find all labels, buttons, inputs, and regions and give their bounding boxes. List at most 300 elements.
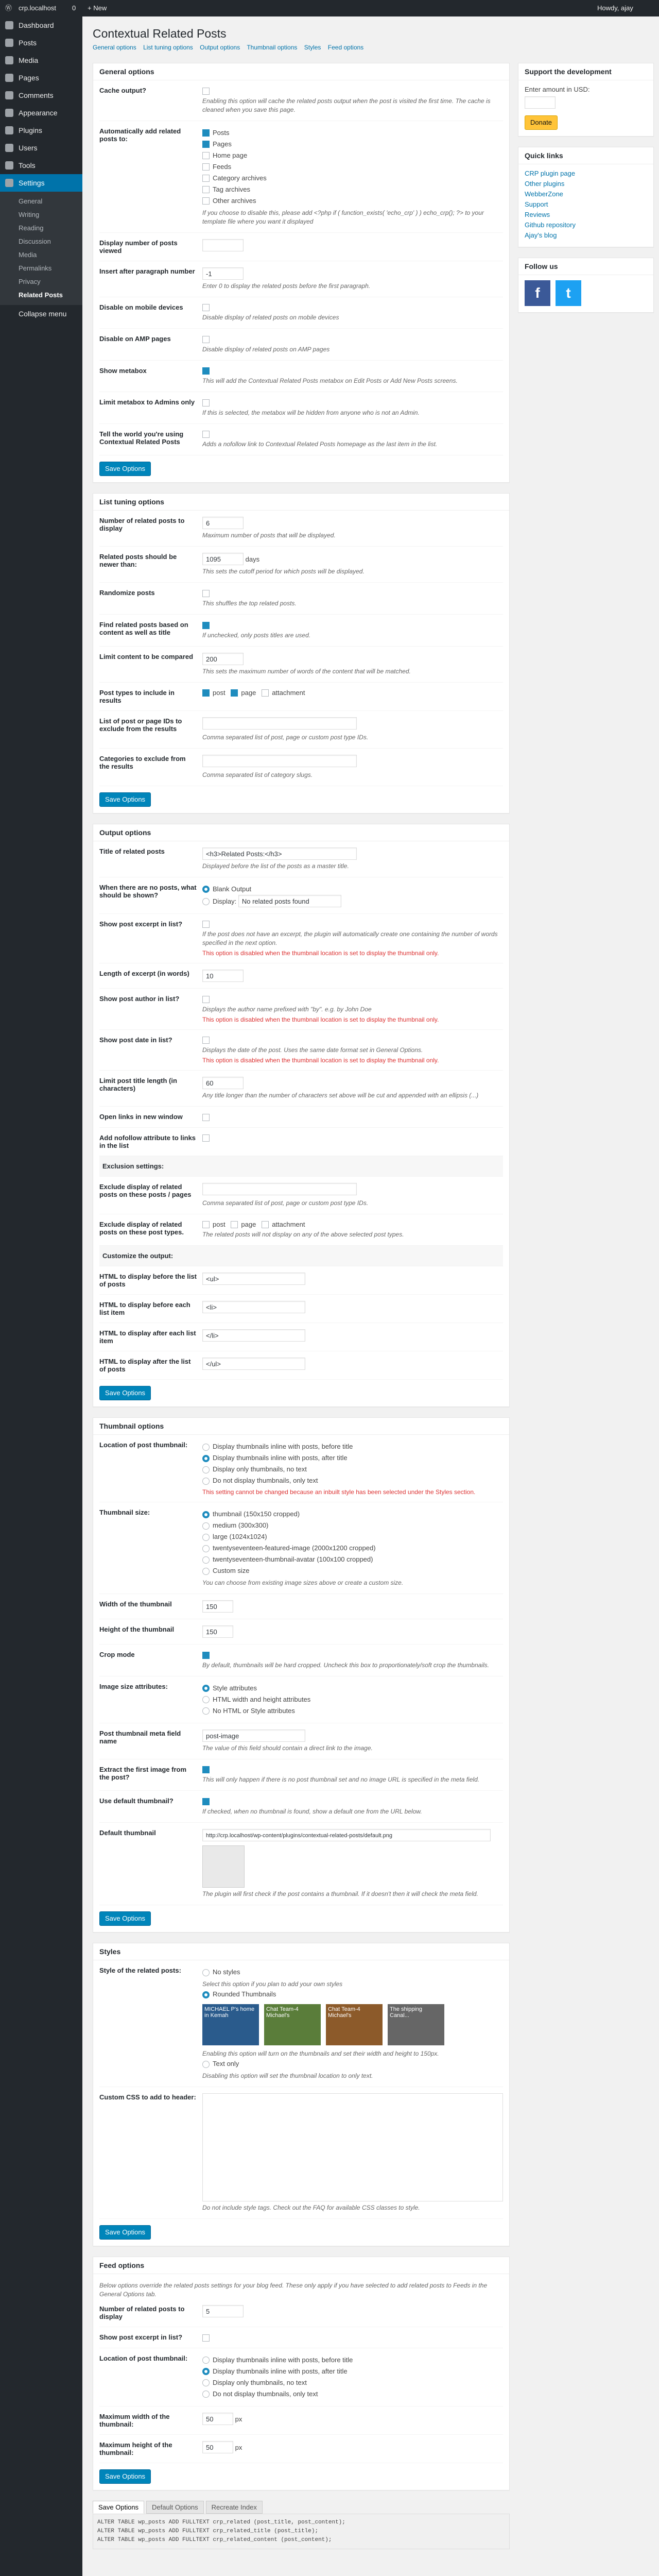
feed-num-input[interactable]: 5 — [202, 2305, 244, 2317]
nav-tuning[interactable]: List tuning options — [143, 44, 193, 51]
type-attachment-label: attachment — [272, 688, 305, 697]
submenu-item[interactable]: General — [19, 197, 43, 205]
add-to-checkbox[interactable] — [202, 129, 210, 137]
menu-item-media[interactable] — [0, 52, 82, 69]
feed-width-suffix: px — [235, 2415, 242, 2423]
tools-icon — [5, 161, 13, 170]
excl-type-page-checkbox[interactable] — [231, 1221, 238, 1228]
preview-thumb: MICHAEL P's home in Kemah — [202, 2004, 259, 2045]
menu-item-label: Settings — [19, 179, 45, 187]
add-to-option-label: Home page — [213, 151, 248, 159]
admin-menu — [0, 16, 82, 2576]
feed-height-input[interactable]: 50 — [202, 2441, 233, 2453]
num-posts-desc: Maximum number of posts that will be displayed. — [202, 532, 336, 539]
exclude-on-types-desc: The related posts will not display on any of the above selected post types. — [202, 1231, 404, 1239]
insert-after-label: Insert after paragraph number — [99, 267, 195, 275]
thumb-size-label: Thumbnail size: — [99, 1509, 150, 1517]
post-types-label: Post types to include in results — [99, 688, 175, 704]
randomize-desc: This shuffles the top related posts. — [202, 599, 297, 607]
quick-link[interactable]: Github repository — [525, 221, 576, 229]
scan-image-desc: This will only happen if there is no post thumbnail set and no image URL is specified in the meta field. — [202, 1776, 480, 1784]
add-to-checkbox[interactable] — [202, 197, 210, 205]
menu-item-settings[interactable] — [0, 174, 82, 192]
size-featured-label: twentyseventeen-featured-image (2000x1200 cropped) — [213, 1544, 376, 1552]
feed-loc-after-radio[interactable] — [202, 2368, 210, 2375]
preview-thumb: The shipping Canal... — [388, 2004, 444, 2045]
rp-title-label: Title of related posts — [99, 847, 165, 855]
customize-heading: Customize the output: — [102, 1252, 174, 1260]
nav-general[interactable]: General options — [93, 44, 136, 51]
match-content-desc: If unchecked, only posts titles are used. — [202, 631, 311, 639]
limit-content-input[interactable]: 200 — [202, 653, 244, 665]
add-to-option — [202, 127, 503, 139]
blank-output-radio[interactable] — [202, 886, 210, 893]
loc-after-radio[interactable] — [202, 1455, 210, 1462]
disable-mobile-checkbox[interactable] — [202, 304, 210, 311]
limit-content-label: Limit content to be compared — [99, 652, 194, 660]
media-icon — [5, 56, 13, 64]
menu-item-appearance[interactable] — [0, 104, 82, 122]
support-title: Support the development — [518, 63, 653, 80]
admin-only-desc: If this is selected, the metabox will be hidden from anyone who is not an Admin. — [202, 409, 420, 416]
tuning-options-title: List tuning options — [93, 494, 509, 511]
rp-title-desc: Displayed before the list of the posts as a master title. — [202, 862, 349, 870]
exclude-on-posts-label: Exclude display of related posts on these posts / pages — [99, 1182, 192, 1198]
menu-item-comments[interactable] — [0, 87, 82, 104]
add-to-checkbox[interactable] — [202, 163, 210, 171]
donate-button[interactable]: Donate — [525, 115, 558, 130]
sql-line: ALTER TABLE wp_posts ADD FULLTEXT crp_related (post_title, post_content); — [97, 2519, 345, 2526]
save-output-button[interactable]: Save Options — [99, 1386, 151, 1400]
output-options-title: Output options — [93, 824, 509, 841]
excl-type-attachment-label: attachment — [272, 1220, 305, 1228]
submenu-item[interactable]: Media — [19, 251, 37, 259]
quick-link[interactable]: Reviews — [525, 211, 550, 218]
thumb-width-input[interactable]: 150 — [202, 1600, 233, 1613]
title-length-label: Limit post title length (in characters) — [99, 1077, 177, 1093]
add-to-option-label: Pages — [213, 140, 232, 148]
add-to-options — [202, 127, 503, 226]
page-title: Contextual Related Posts — [93, 27, 227, 40]
scan-image-label: Extract the first image from the post? — [99, 1765, 187, 1781]
nav-feed[interactable]: Feed options — [327, 44, 364, 51]
cache-label: Cache output? — [99, 87, 146, 94]
disable-mobile-desc: Disable display of related posts on mobile devices — [202, 314, 339, 321]
custom-css-desc: Do not include style tags. Check out the FAQ for available CSS classes to style. — [202, 2204, 420, 2211]
loc-text-only-label: Do not display thumbnails, only text — [213, 1477, 318, 1485]
menu-item-plugins[interactable] — [0, 122, 82, 139]
loc-text-only-radio[interactable] — [202, 1478, 210, 1485]
show-date-label: Show post date in list? — [99, 1036, 172, 1044]
after-list-input[interactable]: </ul> — [202, 1358, 305, 1370]
menu-item-label: Posts — [19, 39, 37, 47]
settings-icon — [5, 179, 13, 187]
rp-title-input[interactable]: <h3>Related Posts:</h3> — [202, 848, 357, 860]
blank-output-label: Blank Output — [213, 885, 252, 893]
disable-amp-checkbox[interactable] — [202, 336, 210, 343]
thumb-size-desc: You can choose from existing image sizes above or create a custom size. — [202, 1579, 404, 1587]
menu-item-posts[interactable] — [0, 34, 82, 52]
scan-image-checkbox[interactable] — [202, 1766, 210, 1773]
feed-loc-text-label: Do not display thumbnails, only text — [213, 2389, 318, 2398]
loc-before-radio[interactable] — [202, 1444, 210, 1451]
crop-mode-desc: By default, thumbnails will be hard cropped. Uncheck this box to proportionately/soft crop the thumbnails. — [202, 1661, 489, 1669]
limit-content-desc: This sets the maximum number of words of the content that will be matched. — [202, 667, 411, 675]
admin-bar — [0, 0, 659, 16]
feed-options-box — [93, 2257, 510, 2490]
cache-desc: Enabling this option will cache the related posts output when the post is visited the first time. The cache is cleaned when you save this page. — [202, 97, 491, 113]
randomize-checkbox[interactable] — [202, 590, 210, 597]
match-content-label: Find related posts based on content as well as title — [99, 620, 188, 636]
style-none-radio[interactable] — [202, 1969, 210, 1976]
submenu-item[interactable]: Writing — [19, 211, 40, 218]
size-thumbnail-radio[interactable] — [202, 1511, 210, 1518]
quick-link[interactable]: Ajay's blog — [525, 231, 557, 239]
attr-none-label: No HTML or Style attributes — [213, 1706, 295, 1715]
users-icon — [5, 144, 13, 152]
wordpress-logo-icon[interactable]: Ⓦ — [5, 4, 12, 12]
new-content-link[interactable]: + New — [88, 4, 107, 12]
add-to-option-label: Feeds — [213, 162, 232, 171]
feed-loc-after-label: Display thumbnails inline with posts, after title — [213, 2367, 348, 2375]
submenu-item[interactable]: Permalinks — [19, 264, 52, 272]
quick-link[interactable]: Other plugins — [525, 180, 565, 188]
default-options-button[interactable]: Default Options — [146, 2501, 204, 2514]
sql-line: ALTER TABLE wp_posts ADD FULLTEXT crp_related_title (post_title); — [97, 2528, 319, 2534]
style-text-desc: Disabling this option will set the thumbnail location to only text. — [202, 2072, 373, 2079]
days-desc: This sets the cutoff period for which posts will be displayed. — [202, 568, 365, 575]
show-author-checkbox[interactable] — [202, 996, 210, 1003]
feed-loc-label: Location of post thumbnail: — [99, 2354, 188, 2362]
section-nav — [93, 44, 654, 51]
preview-thumb: Chat Team-4 Michael's — [326, 2004, 383, 2045]
type-attachment-checkbox[interactable] — [262, 689, 269, 697]
size-avatar-radio[interactable] — [202, 1556, 210, 1564]
admin-only-checkbox[interactable] — [202, 399, 210, 406]
show-excerpt-desc: If the post does not have an excerpt, the plugin will automatically create one containing the number of words specified in the next option. — [202, 930, 498, 947]
crop-mode-checkbox[interactable] — [202, 1652, 210, 1659]
thumb-location-warning: This setting cannot be changed because an inbuilt style has been selected under the Styles section. — [202, 1488, 476, 1496]
add-to-option — [202, 139, 503, 150]
nav-thumbnail[interactable]: Thumbnail options — [247, 44, 298, 51]
recreate-index-button[interactable]: Recreate Index — [206, 2501, 263, 2514]
styles-box — [93, 1943, 510, 2246]
add-to-option-label: Other archives — [213, 196, 256, 205]
loc-thumbs-only-label: Display only thumbnails, no text — [213, 1465, 307, 1473]
default-url-desc: The plugin will first check if the post contains a thumbnail. If it doesn't then it will check the meta field. — [202, 1890, 478, 1897]
meta-field-input[interactable]: post-image — [202, 1730, 305, 1742]
attr-style-radio[interactable] — [202, 1685, 210, 1692]
tuning-options-box — [93, 493, 510, 813]
size-large-radio[interactable] — [202, 1534, 210, 1541]
default-url-label: Default thumbnail — [99, 1829, 156, 1837]
appearance-icon — [5, 109, 13, 117]
nav-styles[interactable]: Styles — [304, 44, 321, 51]
donate-amount-label: Enter amount in USD: — [525, 86, 590, 93]
exclude-ids-label: List of post or page IDs to exclude from the results — [99, 717, 182, 733]
add-to-option — [202, 150, 503, 161]
loc-after-label: Display thumbnails inline with posts, after title — [213, 1454, 348, 1462]
output-options-box — [93, 824, 510, 1408]
show-excerpt-checkbox[interactable] — [202, 921, 210, 928]
feed-width-input[interactable]: 50 — [202, 2413, 233, 2425]
type-page-checkbox[interactable] — [231, 689, 238, 697]
display-number-label: Display number of posts viewed — [99, 239, 178, 255]
type-post-label: post — [213, 688, 226, 697]
menu-item-dashboard[interactable] — [0, 16, 82, 34]
dashboard-icon — [5, 21, 13, 29]
save-general-button[interactable]: Save Options — [99, 462, 151, 476]
menu-item-label: Plugins — [19, 126, 42, 134]
feed-intro: Below options override the related posts settings for your blog feed. These only apply if you have selected to add related posts to Feeds in the General Options tab. — [99, 2282, 488, 2298]
before-item-label: HTML to display before each list item — [99, 1301, 190, 1317]
attr-none-radio[interactable] — [202, 1707, 210, 1715]
excl-type-attachment-checkbox[interactable] — [262, 1221, 269, 1228]
style-rounded-radio[interactable] — [202, 1991, 210, 1998]
credit-desc: Adds a nofollow link to Contextual Related Posts homepage as the last item in the list. — [202, 440, 438, 448]
show-date-warning: This option is disabled when the thumbnail location is set to display the thumbnail only. — [202, 1057, 439, 1064]
style-rounded-desc: Enabling this option will turn on the thumbnails and set their width and height to 150px. — [202, 2050, 439, 2057]
add-to-checkbox[interactable] — [202, 186, 210, 193]
attr-style-label: Style attributes — [213, 1684, 257, 1692]
loc-thumbs-only-radio[interactable] — [202, 1466, 210, 1473]
after-item-label: HTML to display after each list item — [99, 1329, 196, 1345]
exclusion-heading: Exclusion settings: — [102, 1162, 164, 1170]
insert-after-desc: Enter 0 to display the related posts before the first paragraph. — [202, 282, 371, 290]
nofollow-checkbox[interactable] — [202, 1134, 210, 1142]
default-thumb-checkbox[interactable] — [202, 1798, 210, 1805]
feed-height-suffix: px — [235, 2443, 242, 2451]
after-item-input[interactable]: </li> — [202, 1329, 305, 1342]
new-window-label: Open links in new window — [99, 1113, 183, 1121]
follow-box — [518, 258, 654, 313]
default-thumb-preview — [202, 1845, 245, 1888]
excl-type-post-checkbox[interactable] — [202, 1221, 210, 1228]
size-featured-radio[interactable] — [202, 1545, 210, 1552]
save-feed-button[interactable]: Save Options — [99, 2469, 151, 2484]
preview-thumb: Chat Team-4 Michael's — [264, 2004, 321, 2045]
feed-loc-thumbs-radio[interactable] — [202, 2379, 210, 2386]
save-tuning-button[interactable]: Save Options — [99, 792, 151, 807]
menu-item-tools[interactable] — [0, 157, 82, 174]
menu-item-pages[interactable] — [0, 69, 82, 87]
credit-checkbox[interactable] — [202, 431, 210, 438]
style-text-radio[interactable] — [202, 2061, 210, 2068]
exclude-on-posts-input[interactable] — [202, 1183, 357, 1195]
credit-label: Tell the world you're using Contextual Related Posts — [99, 430, 184, 446]
add-to-option-label: Tag archives — [213, 185, 250, 193]
after-list-label: HTML to display after the list of posts — [99, 1358, 191, 1374]
submenu-item[interactable]: Privacy — [19, 278, 41, 285]
excerpt-length-input[interactable]: 10 — [202, 970, 244, 982]
add-to-option-label: Posts — [213, 128, 230, 137]
loc-before-label: Display thumbnails inline with posts, before title — [213, 1443, 353, 1451]
menu-item-users[interactable] — [0, 139, 82, 157]
add-to-checkbox[interactable] — [202, 152, 210, 159]
days-suffix: days — [245, 555, 260, 564]
style-none-label: No styles — [213, 1968, 240, 1976]
thumbnail-options-box — [93, 1417, 510, 1933]
show-date-checkbox[interactable] — [202, 1037, 210, 1044]
menu-item-label: Dashboard — [19, 21, 54, 29]
show-metabox-label: Show metabox — [99, 366, 147, 375]
randomize-label: Randomize posts — [99, 589, 155, 597]
nav-output[interactable]: Output options — [200, 44, 240, 51]
feed-num-label: Number of related posts to display — [99, 2305, 185, 2320]
show-date-desc: Displays the date of the post. Uses the same date format set in General Options. — [202, 1046, 423, 1054]
bottom-save-button[interactable]: Save Options — [93, 2501, 144, 2514]
twitter-icon[interactable]: t — [556, 280, 581, 306]
attr-html-label: HTML width and height attributes — [213, 1695, 311, 1703]
nofollow-label: Add nofollow attribute to links in the list — [99, 1133, 196, 1149]
support-box — [518, 63, 654, 137]
plugins-icon — [5, 126, 13, 134]
comments-count[interactable]: 0 — [72, 4, 76, 12]
display-number-input[interactable] — [202, 239, 244, 251]
follow-title: Follow us — [518, 258, 653, 275]
bottom-actions — [93, 2501, 510, 2549]
posts-icon — [5, 39, 13, 47]
quick-link[interactable]: CRP plugin page — [525, 170, 576, 177]
show-author-desc: Displays the author name prefixed with "by". e.g. by John Doe — [202, 1005, 372, 1013]
wrap — [93, 22, 654, 2543]
num-posts-input[interactable]: 6 — [202, 517, 244, 529]
style-rounded-label: Rounded Thumbnails — [213, 1990, 276, 1998]
add-to-label: Automatically add related posts to: — [99, 127, 181, 143]
feed-height-label: Maximum height of the thumbnail: — [99, 2441, 172, 2456]
new-window-checkbox[interactable] — [202, 1114, 210, 1121]
feed-loc-before-radio[interactable] — [202, 2357, 210, 2364]
quick-link[interactable]: Support — [525, 200, 548, 208]
feed-options-title: Feed options — [93, 2257, 509, 2274]
custom-css-textarea[interactable] — [202, 2093, 503, 2201]
menu-item-label: Users — [19, 144, 38, 152]
quick-links-title: Quick links — [518, 147, 653, 164]
menu-item-label: Pages — [19, 74, 39, 82]
before-list-input[interactable]: <ul> — [202, 1273, 305, 1285]
general-options-box — [93, 63, 510, 483]
size-attr-label: Image size attributes: — [99, 1682, 168, 1690]
admin-only-label: Limit metabox to Admins only — [99, 398, 195, 406]
feed-loc-text-radio[interactable] — [202, 2391, 210, 2398]
size-custom-label: Custom size — [213, 1567, 250, 1575]
feed-excerpt-checkbox[interactable] — [202, 2334, 210, 2342]
show-metabox-checkbox[interactable] — [202, 367, 210, 375]
no-posts-text-input[interactable]: No related posts found — [238, 895, 341, 907]
type-page-label: page — [241, 688, 256, 697]
sql-line: ALTER TABLE wp_posts ADD FULLTEXT crp_related_content (post_content); — [97, 2536, 332, 2543]
display-text-radio[interactable] — [202, 898, 210, 905]
add-to-option — [202, 184, 503, 195]
display-text-label: Display: — [213, 897, 237, 905]
excl-type-page-label: page — [241, 1220, 256, 1228]
styles-title: Styles — [93, 1943, 509, 1960]
main-column — [93, 63, 510, 2549]
comments-icon — [5, 91, 13, 99]
exclude-cats-desc: Comma separated list of category slugs. — [202, 771, 313, 778]
quick-link[interactable]: WebberZone — [525, 190, 563, 198]
thumb-height-label: Height of the thumbnail — [99, 1625, 175, 1634]
rounded-thumbs-preview — [202, 2004, 503, 2045]
num-posts-label: Number of related posts to display — [99, 517, 185, 533]
size-custom-radio[interactable] — [202, 1568, 210, 1575]
exclude-ids-input[interactable] — [202, 717, 357, 730]
cache-checkbox[interactable] — [202, 88, 210, 95]
size-large-label: large (1024x1024) — [213, 1533, 267, 1541]
title-length-desc: Any title longer than the number of characters set above will be cut and appended with an ellipsis (...) — [202, 1092, 479, 1099]
crop-mode-label: Crop mode — [99, 1651, 135, 1659]
default-thumb-label: Use default thumbnail? — [99, 1797, 174, 1805]
site-name-link[interactable]: crp.localhost — [19, 4, 56, 12]
style-none-desc: Select this option if you plan to add your own styles — [202, 1980, 343, 1988]
add-to-checkbox[interactable] — [202, 141, 210, 148]
style-label: Style of the related posts: — [99, 1967, 181, 1974]
facebook-icon[interactable]: f — [525, 280, 550, 306]
insert-after-input[interactable]: -1 — [202, 267, 244, 280]
donate-amount-input[interactable] — [525, 96, 556, 109]
title-length-input[interactable]: 60 — [202, 1077, 244, 1089]
submenu-item[interactable]: Related Posts — [19, 291, 63, 299]
add-to-option — [202, 161, 503, 173]
attr-html-radio[interactable] — [202, 1696, 210, 1703]
index-sql-block — [93, 2514, 510, 2549]
submenu-item[interactable]: Reading — [19, 224, 44, 232]
menu-item-label: Comments — [19, 91, 54, 99]
menu-item-label: Appearance — [19, 109, 58, 117]
meta-field-label: Post thumbnail meta field name — [99, 1729, 181, 1745]
default-thumb-desc: If checked, when no thumbnail is found, show a default one from the URL below. — [202, 1808, 422, 1815]
default-url-input[interactable]: http://crp.localhost/wp-content/plugins/contextual-related-posts/default.png — [202, 1829, 491, 1841]
custom-css-label: Custom CSS to add to header: — [99, 2093, 196, 2101]
show-author-warning: This option is disabled when the thumbnail location is set to display the thumbnail only. — [202, 1015, 439, 1023]
menu-item-label: Tools — [19, 161, 36, 170]
exclude-cats-input[interactable] — [202, 755, 357, 767]
thumb-width-label: Width of the thumbnail — [99, 1600, 172, 1608]
disable-amp-desc: Disable display of related posts on AMP pages — [202, 345, 330, 353]
size-medium-radio[interactable] — [202, 1522, 210, 1530]
disable-amp-label: Disable on AMP pages — [99, 335, 171, 343]
exclude-on-types-label: Exclude display of related posts on these post types. — [99, 1220, 184, 1236]
feed-excerpt-label: Show post excerpt in list? — [99, 2333, 183, 2341]
days-label: Related posts should be newer than: — [99, 553, 177, 569]
show-author-label: Show post author in list? — [99, 995, 180, 1003]
exclude-cats-label: Categories to exclude from the results — [99, 754, 186, 770]
collapse-menu-button[interactable]: Collapse menu — [19, 310, 67, 318]
thumb-height-input[interactable]: 150 — [202, 1625, 233, 1638]
exclude-ids-desc: Comma separated list of post, page or custom post type IDs. — [202, 733, 369, 741]
menu-item-label: Media — [19, 56, 39, 64]
howdy-user-link[interactable]: Howdy, ajay — [597, 4, 633, 12]
exclude-on-posts-desc: Comma separated list of post, page or custom post type IDs. — [202, 1199, 369, 1207]
type-post-checkbox[interactable] — [202, 689, 210, 697]
save-thumbnail-button[interactable]: Save Options — [99, 1911, 151, 1926]
no-posts-label: When there are no posts, what should be shown? — [99, 883, 197, 899]
before-item-input[interactable]: <li> — [202, 1301, 305, 1313]
add-to-option — [202, 195, 503, 207]
before-list-label: HTML to display before the list of posts — [99, 1273, 197, 1289]
add-to-checkbox[interactable] — [202, 175, 210, 182]
meta-field-desc: The value of this field should contain a direct link to the image. — [202, 1744, 373, 1752]
save-styles-button[interactable]: Save Options — [99, 2225, 151, 2240]
submenu-item[interactable]: Discussion — [19, 238, 51, 245]
show-excerpt-warning: This option is disabled when the thumbnail location is set to display the thumbnail only. — [202, 950, 439, 957]
style-text-label: Text only — [213, 2060, 239, 2067]
match-content-checkbox[interactable] — [202, 622, 210, 629]
quick-links-box — [518, 147, 654, 247]
show-metabox-desc: This will add the Contextual Related Posts metabox on Edit Posts or Add New Posts screens. — [202, 377, 458, 385]
days-input[interactable]: 1095 — [202, 553, 244, 565]
add-to-option-label: Category archives — [213, 174, 267, 182]
